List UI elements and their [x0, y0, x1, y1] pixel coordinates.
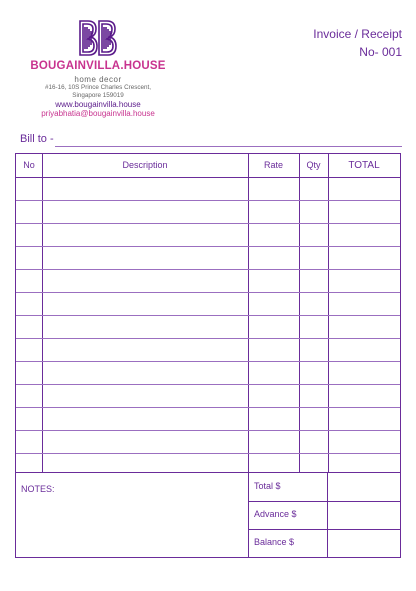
table-row[interactable] [16, 453, 400, 454]
bill-to-field[interactable] [55, 146, 402, 147]
bb-monogram-logo [78, 19, 118, 57]
table-row[interactable] [16, 200, 400, 201]
column-header-qty: Qty [306, 160, 321, 170]
table-row[interactable] [16, 384, 400, 385]
bill-to-label: Bill to - [20, 133, 54, 145]
header-rule [16, 177, 400, 178]
column-header-rate: Rate [263, 160, 283, 170]
invoice-title: Invoice / Receipt [313, 27, 402, 41]
brand-address [22, 84, 174, 100]
table-row[interactable] [16, 269, 400, 270]
footer-divider [327, 473, 328, 557]
balance-label: Balance $ [254, 537, 295, 547]
address-line-2: Singapore 159019 [72, 92, 124, 99]
table-row[interactable] [16, 223, 400, 224]
brand-website: www.bougainvilla.house [55, 100, 141, 109]
table-row[interactable] [16, 292, 400, 293]
brand-tagline: home decor [74, 75, 122, 84]
column-divider [42, 154, 43, 472]
notes-label: NOTES: [21, 484, 55, 494]
table-row[interactable] [16, 246, 400, 247]
column-divider [248, 154, 249, 472]
footer-divider [248, 473, 249, 557]
brand-name: BOUGAINVILLA.HOUSE [30, 60, 166, 72]
footer-row-rule [248, 529, 400, 530]
column-header-total: TOTAL [348, 160, 380, 171]
column-header-no: No [23, 160, 35, 170]
advance-label: Advance $ [254, 509, 297, 519]
address-line-1: #16-16, 10S Prince Charles Crescent, [44, 84, 152, 91]
table-row[interactable] [16, 407, 400, 408]
invoice-number: No- 001 [359, 45, 402, 59]
brand-email: priyabhatia@bougainvilla.house [41, 109, 155, 118]
table-row[interactable] [16, 315, 400, 316]
column-header-description: Description [122, 160, 168, 170]
total-label: Total $ [254, 481, 281, 491]
table-row[interactable] [16, 361, 400, 362]
column-divider [299, 154, 300, 472]
table-row[interactable] [16, 430, 400, 431]
column-divider [328, 154, 329, 472]
footer-row-rule [248, 501, 400, 502]
footer-box [15, 472, 401, 558]
items-table [15, 153, 401, 473]
table-row[interactable] [16, 338, 400, 339]
